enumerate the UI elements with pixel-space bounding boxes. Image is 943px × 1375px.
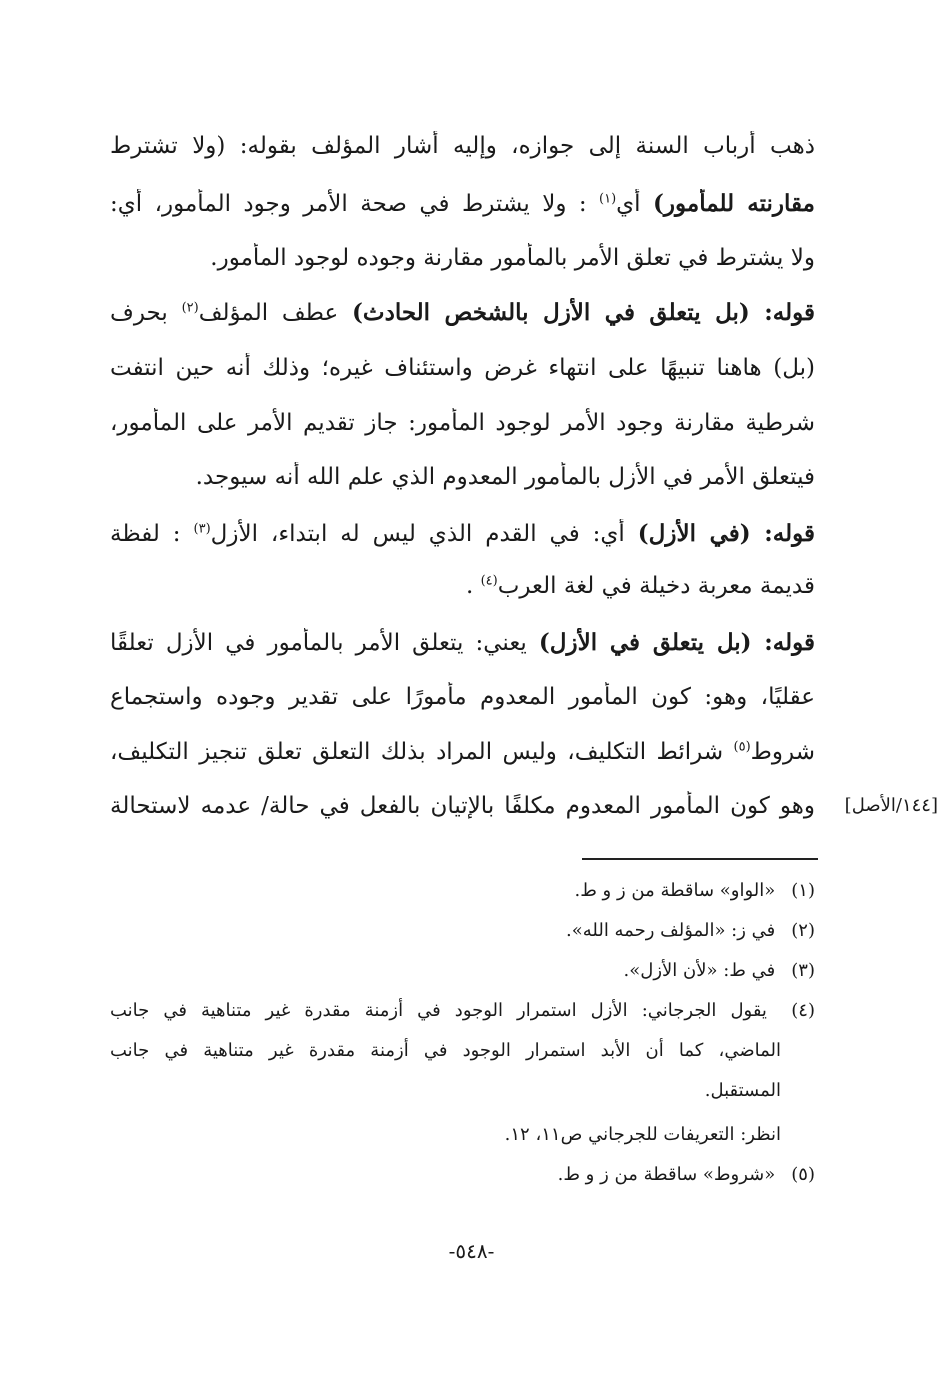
body-line: (بل) هاهنا تنبيهًا على انتهاء غرض واستئناف غيره؛ وذلك أنه حين انتفت: [110, 355, 815, 381]
footnote-continuation: المستقبل.: [704, 1080, 781, 1101]
body-line: قوله: (في الأزل) أي: في القدم الذي ليس له ابتداء، الأزل$^{(٣)}$ : لفظة: [110, 520, 815, 547]
footnote-number: (٥): [791, 1164, 815, 1185]
footnote: (١) «الواو» ساقطة من ز و ط.: [110, 878, 815, 904]
body-line: قوله: (بل يتعلق في الأزل) يعني: يتعلق الأمر بالمأمور في الأزل تعلقًا: [110, 629, 815, 656]
body-line: شرطية مقارنة وجود الأمر لوجود المأمور: جاز تقديم الأمر على المأمور،: [110, 410, 815, 436]
footnote: (٤) يقول الجرجاني: الأزل استمرار الوجود في أزمنة مقدرة غير متناهية في جانب: [110, 998, 815, 1024]
body-line: فيتعلق الأمر في الأزل بالمأمور المعدوم الذي علم الله أنه سيوجد.: [195, 464, 815, 490]
footnote-number: (٣): [791, 960, 815, 981]
footnote-continuation: انظر: التعريفات للجرجاني ص١١، ١٢.: [504, 1124, 781, 1145]
body-line: شروط$^{(٥)}$ شرائط التكليف، وليس المراد بذلك التعلق تعلق تنجيز التكليف،: [110, 739, 815, 765]
footnote-number: (٢): [791, 920, 815, 941]
footnote: (٣) في ط: «لأن الأزل».: [110, 958, 815, 984]
quoted-phrase: قوله: (بل يتعلق في الأزل بالشخص الحادث): [352, 299, 815, 326]
page-number: -٥٤٨-: [448, 1239, 495, 1263]
footnote: (٥) «شروط» ساقطة من ز و ط.: [110, 1162, 815, 1188]
body-line: ذهب أرباب السنة إلى جوازه، وإليه أشار المؤلف بقوله: (ولا تشترط: [110, 133, 815, 159]
footnote-ref[interactable]: (٥): [733, 739, 751, 755]
footnote-ref[interactable]: (١): [599, 191, 617, 207]
quoted-phrase: قوله: (في الأزل): [637, 520, 815, 547]
footnote-ref[interactable]: (٢): [181, 300, 199, 316]
quoted-phrase: مقارنته للمأمور): [653, 190, 815, 217]
body-line: وهو كون المأمور المعدوم مكلفًا بالإتيان بالفعل في حالة/ عدمه لاستحالة: [110, 793, 815, 819]
footnote-continuation: الماضي، كما أن الأبد استمرار الوجود في أزمنة مقدرة غير متناهية في جانب: [110, 1040, 781, 1061]
footnote-ref[interactable]: (٤): [480, 573, 498, 589]
body-line: ولا يشترط في تعلق الأمر بالمأمور مقارنة وجوده لوجود المأمور.: [210, 245, 815, 271]
footnote-separator: [582, 858, 818, 860]
footnote-number: (١): [791, 880, 815, 901]
body-line: قديمة معربة دخيلة في لغة العرب$^{(٤)}$ .: [465, 573, 815, 599]
footnote-ref[interactable]: (٣): [193, 521, 211, 537]
quoted-phrase: قوله: (بل يتعلق في الأزل): [538, 629, 815, 656]
body-line: عقليًا، وهو: كون المأمور المعدوم مأمورًا على تقدير وجوده واستجماع: [110, 684, 815, 710]
footnote: (٢) في ز: «المؤلف رحمه الله».: [110, 918, 815, 944]
footnote-number: (٤): [791, 1000, 815, 1021]
margin-reference: [١٤٤/الأصل]: [844, 795, 938, 816]
body-line: مقارنته للمأمور) أي$^{(١)}$ : ولا يشترط في صحة الأمر وجود المأمور، أي:: [110, 190, 815, 217]
body-line: قوله: (بل يتعلق في الأزل بالشخص الحادث) عطف المؤلف$^{(٢)}$ بحرف: [110, 299, 815, 326]
